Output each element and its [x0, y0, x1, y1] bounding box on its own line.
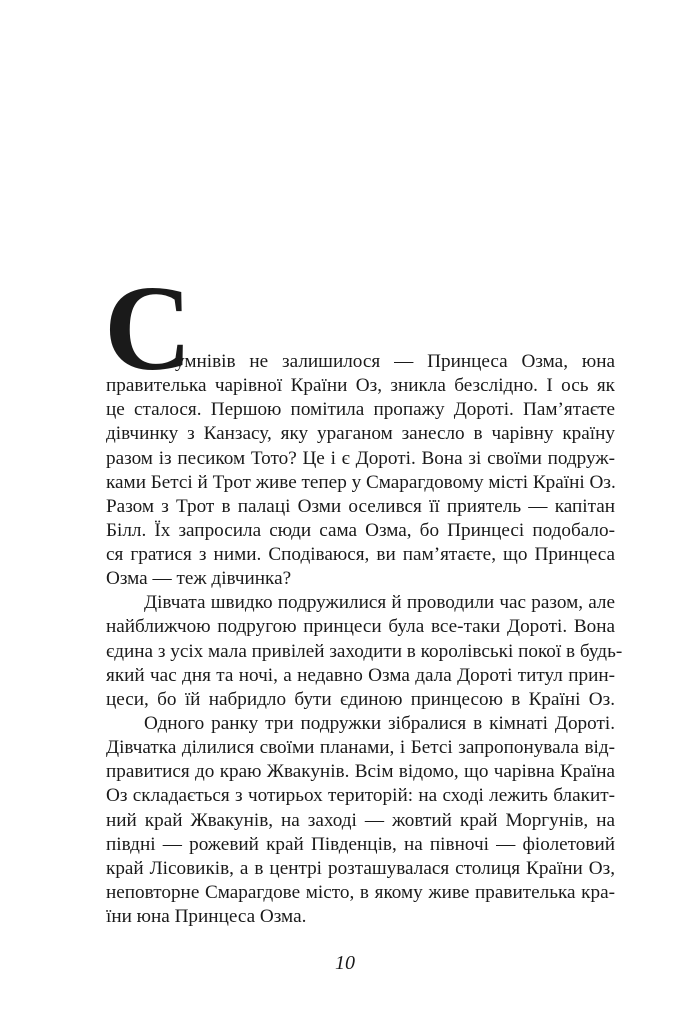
text-line: Дівчатка ділилися своїми планами, і Бетсі запропонувала від-: [106, 737, 615, 759]
page-number: 10: [335, 952, 355, 974]
text-line: дівчинку з Канзасу, яку ураганом занесло в чарівну країну: [106, 423, 615, 445]
text-line: їни юна Принцеса Озма.: [106, 906, 307, 927]
text-line: це сталося. Першою помітила пропажу Дороті. Пам’ятаєте: [106, 399, 615, 421]
text-line: ний край Жвакунів, на заході — жовтий край Моргунів, на: [106, 809, 615, 831]
text-line: край Лісовиків, а в центрі розташувалася столиця Країни Оз,: [106, 857, 615, 879]
text-line: Разом з Трот в палаці Озми оселився її приятель — капітан: [106, 495, 615, 517]
text-line: неповторне Смарагдове місто, в якому живе правителька кра-: [106, 881, 615, 903]
text-line: ками Бетсі й Трот живе тепер у Смарагдовому місті Країні Оз.: [106, 471, 616, 493]
text-line: Білл. Їх запросила сюди сама Озма, бо Принцесі подобало-: [106, 519, 615, 541]
text-line: правитися до краю Жвакунів. Всім відомо, що чарівна Країна: [106, 761, 615, 783]
text-line: півдні — рожевий край Південців, на півночі — фіолетовий: [106, 833, 615, 855]
text-line: ся гратися з ними. Сподіваюся, ви пам’ятаєте, що Принцеса: [106, 544, 615, 565]
text-line: найближчою подругою принцеси була все-таки Дороті. Вона: [106, 616, 615, 638]
text-line: який час дня та ночі, а недавно Озма дала Дороті титул прин-: [106, 664, 615, 686]
text-line: умнівів не залишилося — Принцеса Озма, юна: [175, 351, 615, 372]
text-line: Оз складається з чотирьох територій: на сході лежить блакит-: [106, 785, 615, 807]
text-line: Озма — теж дівчинка?: [106, 568, 292, 590]
text-line: єдина з усіх мала привілей заходити в королівські покої в будь-: [106, 640, 623, 662]
text-line: разом із песиком Тото? Це і є Дороті. Вона зі своїми подруж-: [106, 447, 615, 469]
text-line: правителька чарівної Країни Оз, зникла безслідно. І ось як: [106, 375, 615, 397]
text-line: цеси, бо їй набридло бути єдиною принцесою в Країні Оз.: [106, 688, 615, 710]
text-line: Одного ранку три подружки зібралися в кімнаті Дороті.: [144, 713, 615, 734]
text-line: Дівчата швидко подружилися й проводили час разом, але: [144, 592, 615, 614]
drop-cap: С: [104, 261, 193, 396]
